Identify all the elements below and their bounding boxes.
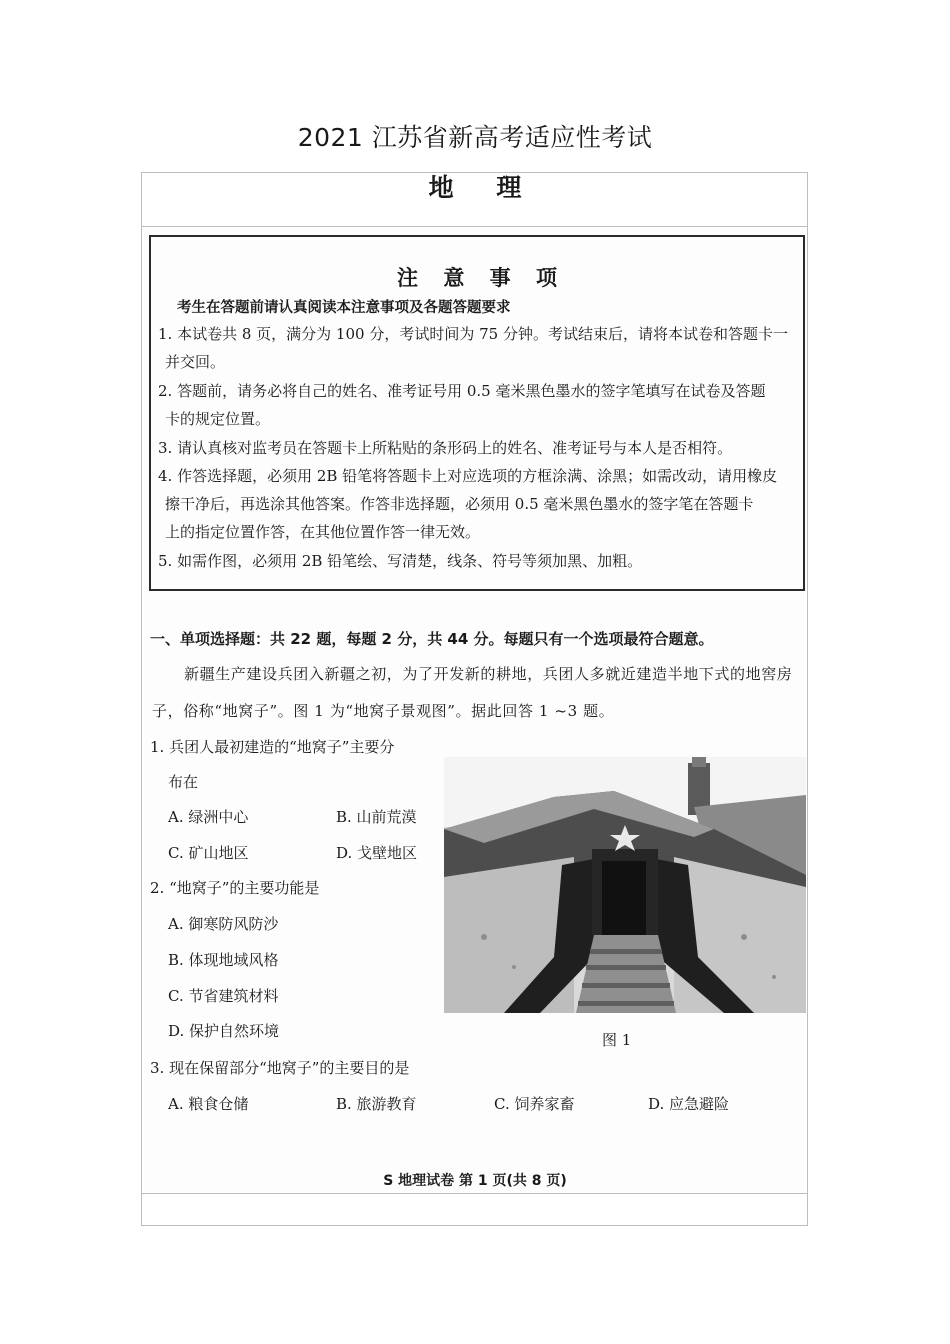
q3-option-a: A. 粮食仓储 bbox=[168, 1095, 249, 1113]
q1-option-b: B. 山前荒漠 bbox=[336, 808, 417, 826]
frame-divider-top bbox=[141, 226, 808, 227]
question-3-stem: 3. 现在保留部分“地窝子”的主要目的是 bbox=[150, 1059, 410, 1077]
q1-option-a: A. 绿洲中心 bbox=[168, 808, 249, 826]
notice-item-1 bbox=[158, 320, 798, 376]
q1-option-d: D. 戈壁地区 bbox=[336, 844, 418, 862]
q2-option-b: B. 体现地域风格 bbox=[168, 951, 279, 969]
question-1-stem: 1. 兵团人最初建造的“地窝子”主要分 bbox=[150, 738, 395, 756]
question-1-stem-cont: 布在 bbox=[168, 773, 199, 791]
notice-line: 4. 作答选择题，必须用 2B 铅笔将答题卡上对应选项的方框涂满、涂黑；如需改动，请用橡皮 bbox=[158, 467, 778, 485]
notice-item-3 bbox=[158, 434, 798, 462]
notice-line: 卡的规定位置。 bbox=[165, 410, 271, 428]
figure-caption: 图 1 bbox=[602, 1031, 632, 1049]
notice-line: 3. 请认真核对监考员在答题卡上所粘贴的条形码上的姓名、准考证号与本人是否相符。 bbox=[158, 439, 733, 457]
intro-line-2: 子，俗称“地窝子”。图 1 为“地窝子景观图”。据此回答 1 ~3 题。 bbox=[152, 702, 615, 720]
section-heading: 一、单项选择题：共 22 题，每题 2 分，共 44 分。每题只有一个选项最符合题意。 bbox=[150, 630, 714, 648]
notice-line: 2. 答题前，请务必将自己的姓名、准考证号用 0.5 毫米黑色墨水的签字笔填写在试卷及答题 bbox=[158, 382, 766, 400]
q1-option-c: C. 矿山地区 bbox=[168, 844, 249, 862]
notice-item-4 bbox=[158, 462, 798, 546]
notice-line: 1. 本试卷共 8 页，满分为 100 分，考试时间为 75 分钟。考试结束后，请将本试卷和答题卡一 bbox=[158, 325, 788, 343]
notice-line: 5. 如需作图，必须用 2B 铅笔绘、写清楚，线条、符号等须加黑、加粗。 bbox=[158, 552, 643, 570]
notice-line: 并交回。 bbox=[165, 353, 226, 371]
question-2-stem: 2. “地窝子”的主要功能是 bbox=[150, 879, 320, 897]
notice-line: 擦干净后，再选涂其他答案。作答非选择题，必须用 0.5 毫米黑色墨水的签字笔在答题卡 bbox=[165, 495, 754, 513]
subject-title: 地 理 bbox=[428, 173, 522, 202]
q3-option-d: D. 应急避险 bbox=[648, 1095, 730, 1113]
frame-divider-bottom bbox=[141, 1193, 808, 1194]
q2-option-c: C. 节省建筑材料 bbox=[168, 987, 279, 1005]
q2-option-a: A. 御寒防风防沙 bbox=[168, 915, 279, 933]
notice-line: 上的指定位置作答，在其他位置作答一律无效。 bbox=[165, 523, 481, 541]
notice-title: 注 意 事 项 bbox=[397, 266, 557, 290]
exam-title: 2021 江苏省新高考适应性考试 bbox=[297, 123, 653, 152]
q3-option-c: C. 饲养家畜 bbox=[494, 1095, 575, 1113]
q3-option-b: B. 旅游教育 bbox=[336, 1095, 417, 1113]
intro-line-1: 新疆生产建设兵团入新疆之初，为了开发新的耕地，兵团人多就近建造半地下式的地窖房 bbox=[184, 665, 793, 683]
q2-option-d: D. 保护自然环境 bbox=[168, 1022, 280, 1040]
notice-item-5 bbox=[158, 547, 798, 575]
notice-item-2 bbox=[158, 377, 798, 433]
notice-subtitle: 考生在答题前请认真阅读本注意事项及各题答题要求 bbox=[177, 300, 511, 316]
page-footer: S 地理试卷 第 1 页(共 8 页) bbox=[383, 1173, 567, 1189]
dugout-house-photo bbox=[444, 757, 806, 1013]
